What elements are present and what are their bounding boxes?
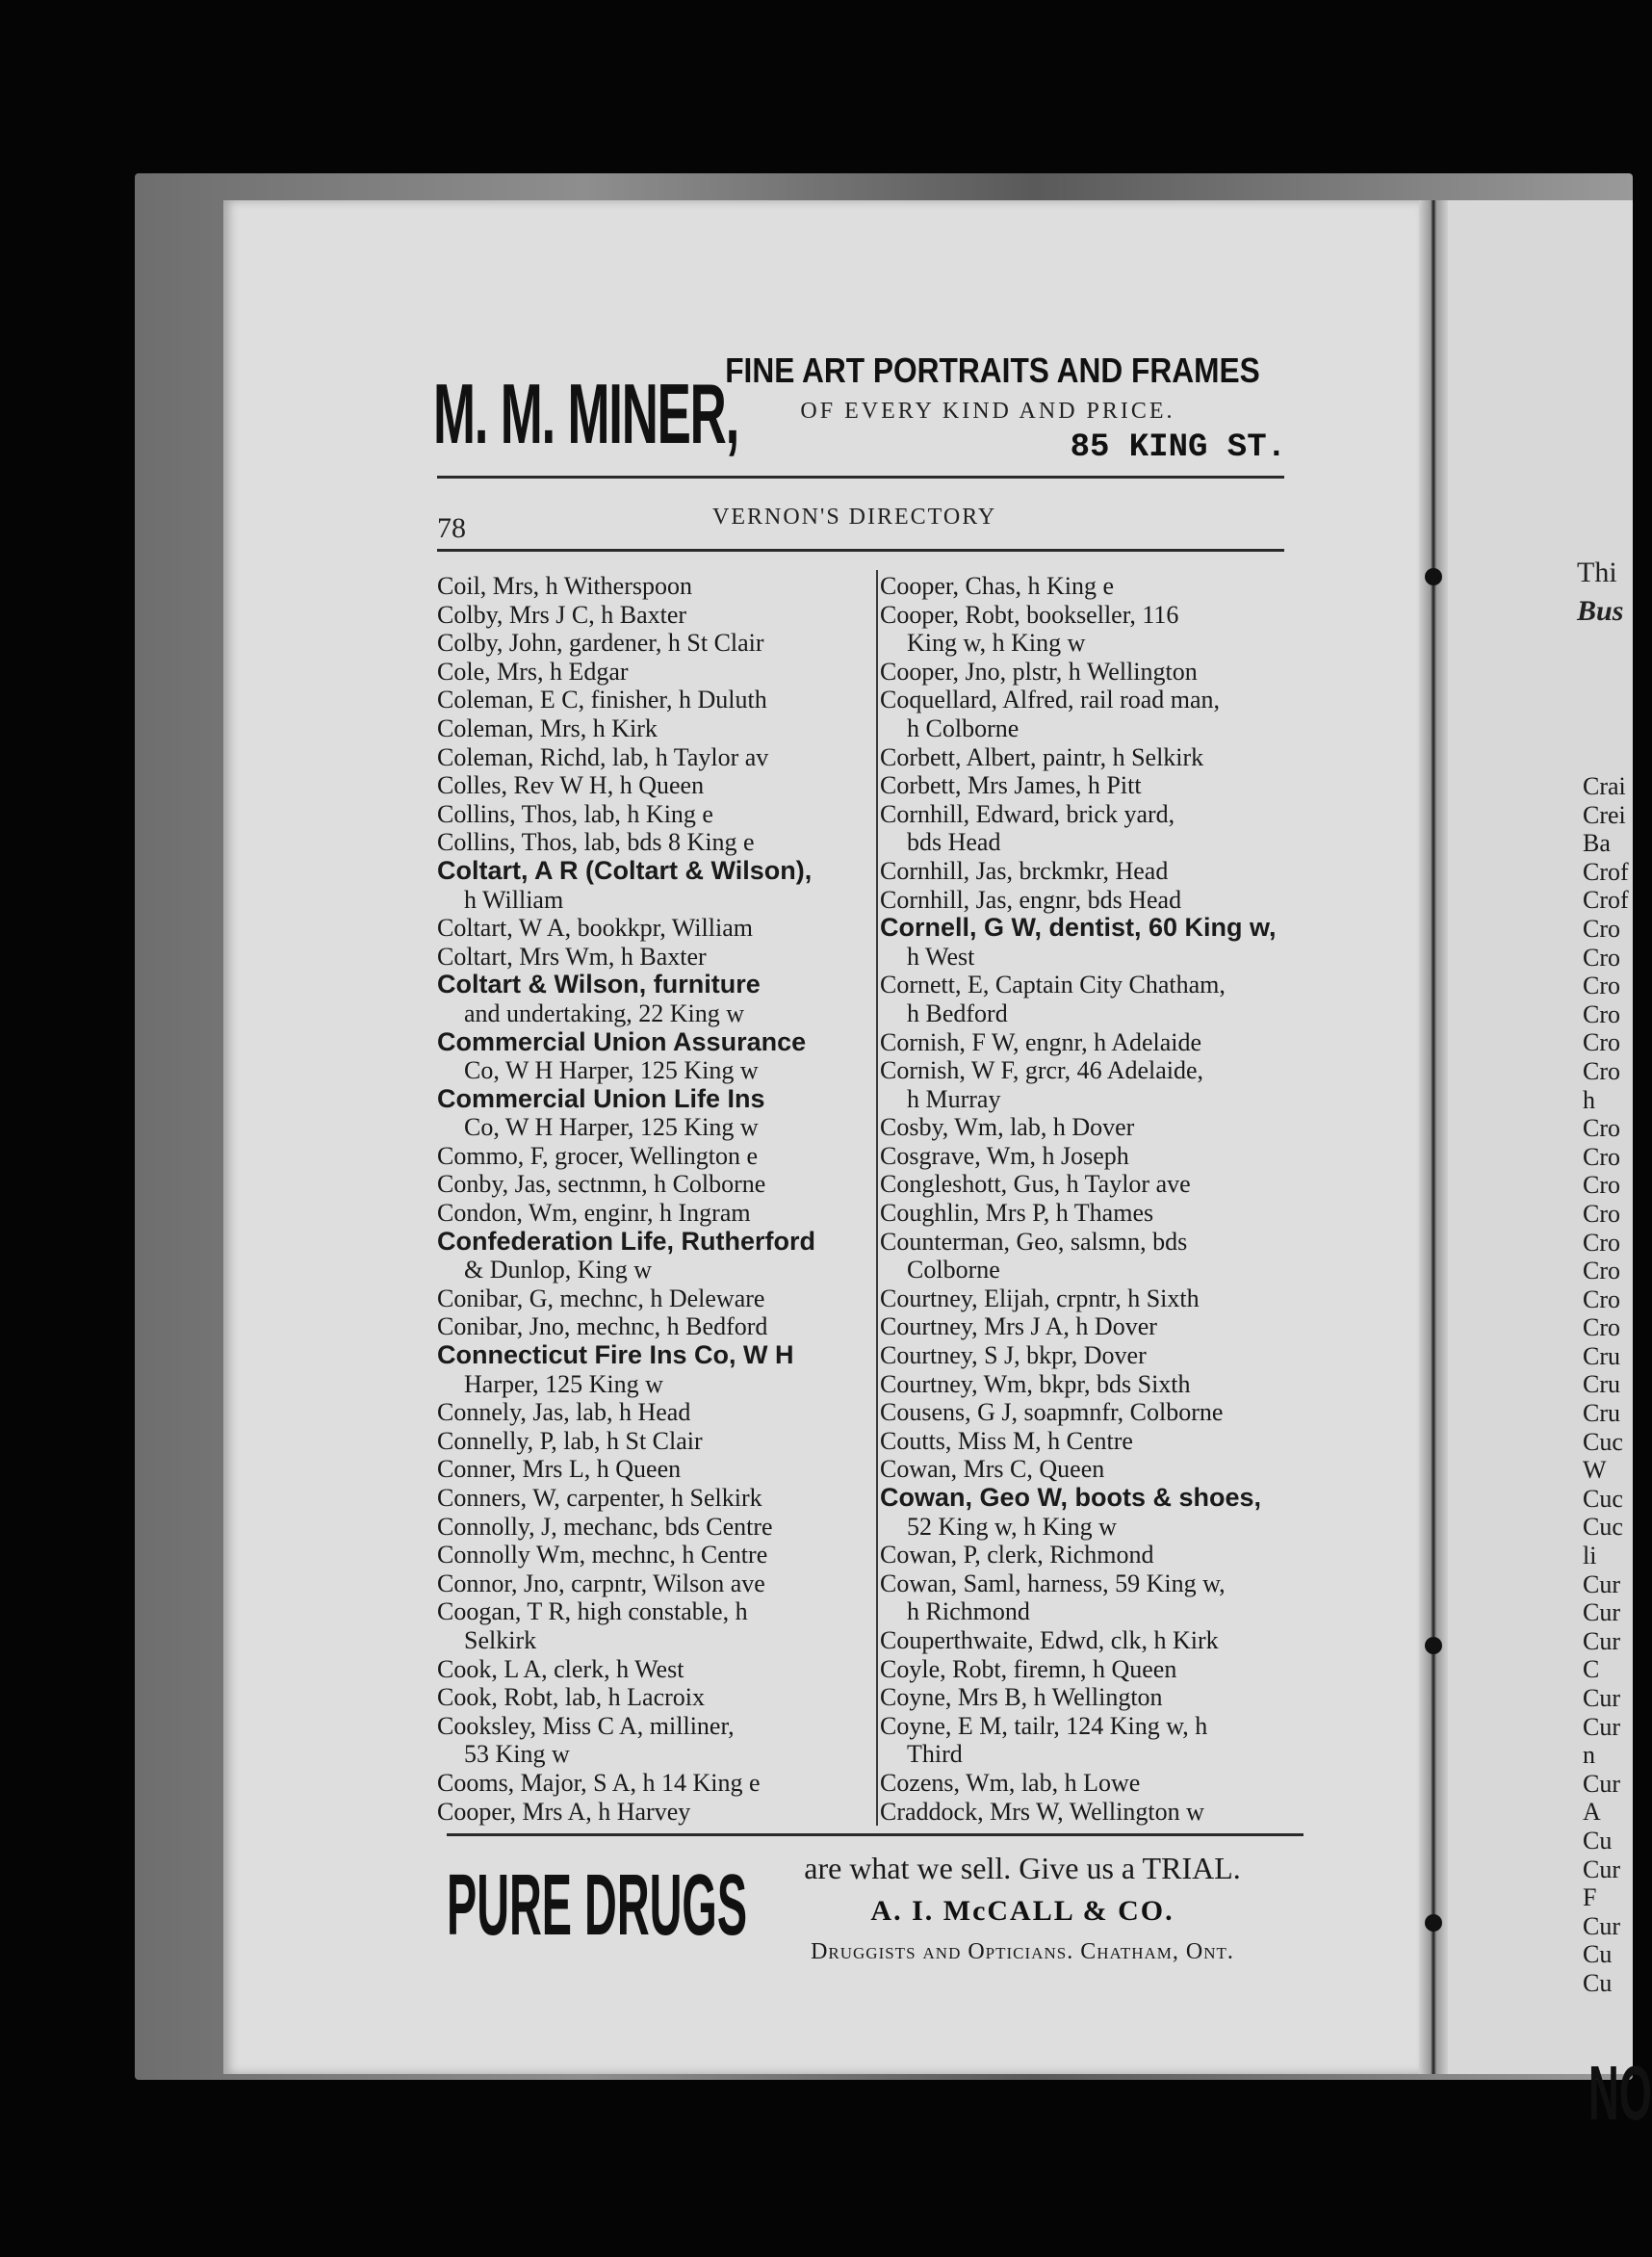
directory-entry: Cooms, Major, S A, h 14 King e bbox=[437, 1768, 761, 1797]
directory-entry: Cornett, E, Captain City Chatham, bbox=[880, 971, 1226, 999]
facing-page-entry: li bbox=[1583, 1542, 1597, 1570]
directory-entry: Condon, Wm, enginr, h Ingram bbox=[437, 1199, 751, 1228]
facing-page-entry: Cur bbox=[1583, 1570, 1620, 1598]
directory-entry: Cowan, Geo W, boots & shoes, bbox=[880, 1483, 1262, 1512]
directory-entry: Co, W H Harper, 125 King w bbox=[464, 1056, 759, 1085]
directory-entry: Coyle, Robt, firemn, h Queen bbox=[880, 1654, 1177, 1683]
directory-entry: Connor, Jno, carpntr, Wilson ave bbox=[437, 1569, 765, 1597]
directory-entry: Coogan, T R, high constable, h bbox=[437, 1597, 748, 1626]
ad-drugs-title: PURE DRUGS bbox=[447, 1857, 748, 1954]
facing-page-entry: Cur bbox=[1583, 1911, 1620, 1940]
right-column bbox=[880, 572, 1304, 1826]
directory-entry: Cook, L A, clerk, h West bbox=[437, 1654, 684, 1683]
facing-page-entry: A bbox=[1583, 1798, 1601, 1827]
facing-page-entry: Cu bbox=[1583, 1826, 1613, 1855]
directory-entry: h Colborne bbox=[907, 713, 1020, 742]
directory-entry: h West bbox=[907, 942, 975, 971]
directory-entry: Cornhill, Edward, brick yard, bbox=[880, 799, 1175, 828]
directory-entry: Connelly, P, lab, h St Clair bbox=[437, 1426, 703, 1455]
directory-entry: Connecticut Fire Ins Co, W H bbox=[437, 1340, 794, 1370]
facing-page-heading: Thi bbox=[1577, 557, 1617, 588]
binding-knot bbox=[1425, 568, 1442, 585]
directory-entry: Connely, Jas, lab, h Head bbox=[437, 1398, 691, 1427]
ad-drugs-location: Druggists and Opticians. Chatham, Ont. bbox=[811, 1939, 1234, 1964]
facing-page-subheading: Bus bbox=[1577, 595, 1624, 627]
directory-entry: Counterman, Geo, salsmn, bds bbox=[880, 1227, 1188, 1256]
directory-entry: Connolly Wm, mechnc, h Centre bbox=[437, 1541, 768, 1570]
facing-page-entry: Cru bbox=[1583, 1399, 1620, 1428]
facing-page-entry: Cuc bbox=[1583, 1513, 1623, 1542]
running-head: VERNON'S DIRECTORY bbox=[712, 505, 997, 530]
facing-page-entry: W bbox=[1583, 1456, 1607, 1485]
facing-page-entry: Cru bbox=[1583, 1341, 1620, 1370]
directory-entry: Cowan, Mrs C, Queen bbox=[880, 1455, 1105, 1484]
directory-entry: h Bedford bbox=[907, 999, 1008, 1027]
directory-entry: Courtney, Mrs J A, h Dover bbox=[880, 1312, 1157, 1341]
running-head-rule bbox=[437, 549, 1284, 552]
facing-page-entry: Cru bbox=[1583, 1370, 1620, 1399]
directory-entry: Cousens, G J, soapmnfr, Colborne bbox=[880, 1398, 1224, 1427]
directory-entry: Cooper, Mrs A, h Harvey bbox=[437, 1797, 691, 1826]
facing-page-entry: Cro bbox=[1583, 1028, 1620, 1057]
facing-page-entry: n bbox=[1583, 1741, 1595, 1770]
directory-entry: King w, h King w bbox=[907, 629, 1086, 658]
directory-entry: Coltart, A R (Coltart & Wilson), bbox=[437, 855, 813, 885]
facing-page-entry: Cro bbox=[1583, 1313, 1620, 1342]
top-advertisement bbox=[433, 349, 1286, 480]
ad-subline: OF EVERY KIND AND PRICE. bbox=[800, 399, 1175, 424]
facing-page-entry: Cur bbox=[1583, 1712, 1620, 1741]
directory-entry: Corbett, Albert, paintr, h Selkirk bbox=[880, 742, 1204, 771]
directory-entry: Cosby, Wm, lab, h Dover bbox=[880, 1113, 1135, 1142]
directory-entry: Cozens, Wm, lab, h Lowe bbox=[880, 1768, 1141, 1797]
directory-entry: Craddock, Mrs W, Wellington w bbox=[880, 1797, 1204, 1826]
facing-page-entry: F bbox=[1583, 1883, 1597, 1912]
ad-drugs-company: A. I. McCALL & CO. bbox=[870, 1895, 1174, 1927]
binding-knot bbox=[1425, 1637, 1442, 1654]
facing-page-entry: Cur bbox=[1583, 1855, 1620, 1883]
directory-entry: Harper, 125 King w bbox=[464, 1369, 663, 1398]
directory-entry: Commo, F, grocer, Wellington e bbox=[437, 1141, 758, 1170]
bottom-advertisement bbox=[447, 1839, 1304, 1974]
directory-entry: Coutts, Miss M, h Centre bbox=[880, 1426, 1133, 1455]
page-number: 78 bbox=[437, 512, 466, 544]
directory-entry: Colborne bbox=[907, 1256, 1000, 1284]
directory-entry: Confederation Life, Rutherford bbox=[437, 1226, 815, 1256]
advertiser-name: M. M. MINER, bbox=[433, 366, 739, 461]
facing-page-entry: Cur bbox=[1583, 1626, 1620, 1655]
book-spine bbox=[1419, 200, 1448, 2074]
directory-entry: Colles, Rev W H, h Queen bbox=[437, 771, 705, 800]
directory-entry: Couperthwaite, Edwd, clk, h Kirk bbox=[880, 1625, 1219, 1654]
directory-entry: Coleman, Mrs, h Kirk bbox=[437, 713, 658, 742]
directory-entry: Colby, John, gardener, h St Clair bbox=[437, 629, 764, 658]
facing-page-bottom-ad: NO bbox=[1588, 2050, 1652, 2136]
facing-page-entry: Cro bbox=[1583, 1142, 1620, 1171]
facing-page-entry: Cu bbox=[1583, 1968, 1613, 1997]
directory-entry: Selkirk bbox=[464, 1625, 537, 1654]
directory-entry: Collins, Thos, lab, h King e bbox=[437, 799, 713, 828]
directory-entry: Co, W H Harper, 125 King w bbox=[464, 1113, 759, 1142]
facing-page-entry: Crei bbox=[1583, 800, 1626, 829]
directory-entry: Cooper, Chas, h King e bbox=[880, 572, 1115, 600]
directory-entry: Courtney, Elijah, crpntr, h Sixth bbox=[880, 1284, 1200, 1312]
directory-entry: Cole, Mrs, h Edgar bbox=[437, 657, 629, 686]
facing-page-entry: Cro bbox=[1583, 1199, 1620, 1228]
directory-entry: Coughlin, Mrs P, h Thames bbox=[880, 1199, 1154, 1228]
directory-entry: Third bbox=[907, 1740, 963, 1769]
facing-page-entry: C bbox=[1583, 1655, 1600, 1684]
directory-entry: Commercial Union Life Ins bbox=[437, 1083, 765, 1113]
directory-entry: Cooksley, Miss C A, milliner, bbox=[437, 1711, 735, 1740]
directory-entry: h Richmond bbox=[907, 1597, 1030, 1626]
facing-page-entry: Cur bbox=[1583, 1769, 1620, 1798]
directory-entry: Cornish, F W, engnr, h Adelaide bbox=[880, 1027, 1202, 1056]
ad-address: 85 KING ST. bbox=[1070, 429, 1286, 466]
directory-entry: Courtney, Wm, bkpr, bds Sixth bbox=[880, 1369, 1191, 1398]
directory-entry: Commercial Union Assurance bbox=[437, 1026, 807, 1056]
directory-entry: Coleman, E C, finisher, h Duluth bbox=[437, 686, 767, 714]
facing-page-entry: Crof bbox=[1583, 857, 1629, 886]
directory-entry: Corbett, Mrs James, h Pitt bbox=[880, 771, 1142, 800]
left-column bbox=[437, 572, 859, 1826]
ad-drugs-slogan: are what we sell. Give us a TRIAL. bbox=[804, 1851, 1241, 1885]
facing-page-entry: Cro bbox=[1583, 972, 1620, 1000]
ad-headline: FINE ART PORTRAITS AND FRAMES bbox=[725, 350, 1260, 390]
directory-entry: 53 King w bbox=[464, 1740, 570, 1769]
directory-entry: and undertaking, 22 King w bbox=[464, 999, 745, 1027]
facing-page-entry: Cro bbox=[1583, 1171, 1620, 1200]
directory-entry: Conibar, Jno, mechnc, h Bedford bbox=[437, 1312, 768, 1341]
facing-page-entry: Cro bbox=[1583, 1284, 1620, 1313]
directory-entry: Conners, W, carpenter, h Selkirk bbox=[437, 1484, 762, 1512]
facing-page-entry: Crof bbox=[1583, 886, 1629, 915]
facing-page bbox=[1448, 200, 1652, 2136]
directory-entry: Courtney, S J, bkpr, Dover bbox=[880, 1341, 1147, 1370]
directory-entry: Cornhill, Jas, brckmkr, Head bbox=[880, 856, 1169, 885]
directory-entry: Connolly, J, mechanc, bds Centre bbox=[437, 1512, 773, 1541]
directory-entry: Cosgrave, Wm, h Joseph bbox=[880, 1141, 1129, 1170]
directory-entry: h Murray bbox=[907, 1084, 1001, 1113]
facing-page-entry: Cur bbox=[1583, 1684, 1620, 1712]
directory-entry: Cornell, G W, dentist, 60 King w, bbox=[880, 913, 1277, 943]
directory-entry: Conby, Jas, sectnmn, h Colborne bbox=[437, 1170, 766, 1199]
directory-entry: Coltart & Wilson, furniture bbox=[437, 970, 761, 999]
facing-page-entry: Cro bbox=[1583, 1228, 1620, 1257]
directory-entry: Cornish, W F, grcr, 46 Adelaide, bbox=[880, 1056, 1204, 1085]
directory-entry: Coquellard, Alfred, rail road man, bbox=[880, 686, 1221, 714]
directory-entry: Cooper, Robt, bookseller, 116 bbox=[880, 600, 1179, 629]
directory-entry: bds Head bbox=[907, 828, 1001, 857]
facing-page-entry: Cuc bbox=[1583, 1484, 1623, 1513]
directory-entry: Cooper, Jno, plstr, h Wellington bbox=[880, 657, 1198, 686]
directory-entry: h William bbox=[464, 885, 564, 914]
directory-entry: Coleman, Richd, lab, h Taylor av bbox=[437, 742, 769, 771]
facing-page-entry: Cro bbox=[1583, 943, 1620, 972]
facing-page-entry: Ba bbox=[1583, 829, 1611, 858]
directory-entry: Congleshott, Gus, h Taylor ave bbox=[880, 1170, 1191, 1199]
facing-page-entry: Cro bbox=[1583, 914, 1620, 943]
header-rule bbox=[437, 476, 1284, 479]
directory-entry: Conibar, G, mechnc, h Deleware bbox=[437, 1284, 765, 1312]
directory-entry: Cowan, P, clerk, Richmond bbox=[880, 1541, 1154, 1570]
directory-entry: 52 King w, h King w bbox=[907, 1512, 1117, 1541]
directory-entry: Coyne, E M, tailr, 124 King w, h bbox=[880, 1711, 1208, 1740]
column-divider bbox=[876, 570, 878, 1826]
directory-entry: Colby, Mrs J C, h Baxter bbox=[437, 600, 687, 629]
directory-entry: Cowan, Saml, harness, 59 King w, bbox=[880, 1569, 1226, 1597]
facing-page-entry: Cro bbox=[1583, 1056, 1620, 1085]
directory-entry: Cook, Robt, lab, h Lacroix bbox=[437, 1683, 706, 1712]
directory-entry: Cornhill, Jas, engnr, bds Head bbox=[880, 885, 1182, 914]
directory-entry: Coil, Mrs, h Witherspoon bbox=[437, 572, 692, 600]
facing-page-entry: h bbox=[1583, 1085, 1595, 1114]
facing-page-entry: Cuc bbox=[1583, 1427, 1623, 1456]
footer-rule bbox=[447, 1833, 1304, 1836]
directory-entry: Collins, Thos, lab, bds 8 King e bbox=[437, 828, 755, 857]
facing-page-column bbox=[1583, 772, 1629, 1998]
directory-entry: Coltart, Mrs Wm, h Baxter bbox=[437, 942, 707, 971]
facing-page-entry: Cu bbox=[1583, 1940, 1613, 1969]
facing-page-entry: Cro bbox=[1583, 1114, 1620, 1143]
binding-knot bbox=[1425, 1914, 1442, 1932]
facing-page-entry: Cur bbox=[1583, 1598, 1620, 1627]
directory-entry: Conner, Mrs L, h Queen bbox=[437, 1455, 682, 1484]
directory-entry: Coyne, Mrs B, h Wellington bbox=[880, 1683, 1163, 1712]
directory-entry: & Dunlop, King w bbox=[464, 1256, 652, 1284]
facing-page-entry: Cro bbox=[1583, 999, 1620, 1028]
facing-page-entry: Crai bbox=[1583, 772, 1626, 800]
directory-entry: Coltart, W A, bookkpr, William bbox=[437, 914, 753, 943]
facing-page-entry: Cro bbox=[1583, 1257, 1620, 1285]
